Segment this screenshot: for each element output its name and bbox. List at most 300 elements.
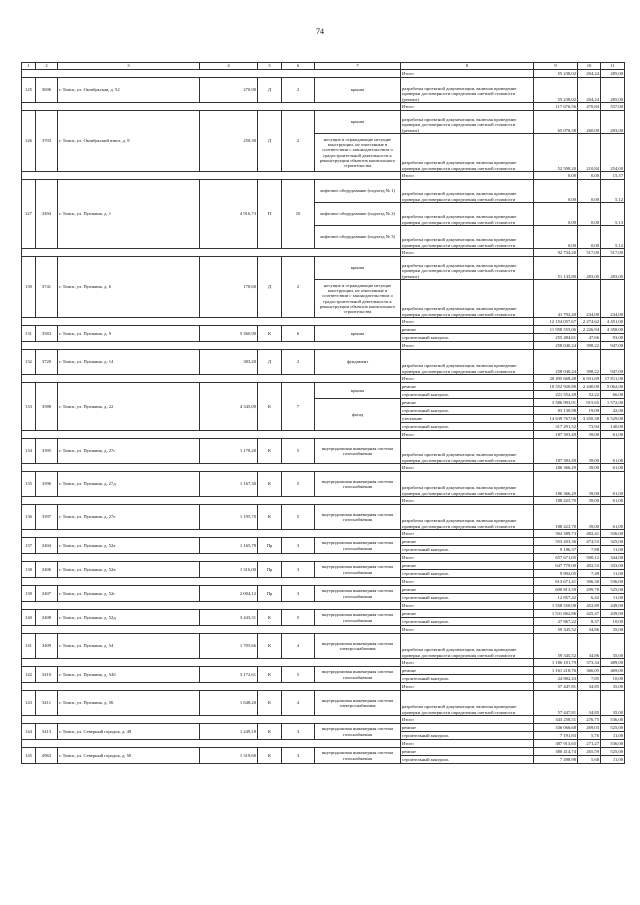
work-description: разработка проектной документации, включая проведение проверки достоверности определения сметной стоимости (ремонт)	[401, 257, 534, 280]
floor-count: 5	[282, 610, 315, 626]
house-code: 3395	[36, 439, 58, 464]
column-number-4: 4	[200, 63, 258, 70]
house-area: 4 916,73	[200, 180, 258, 249]
column-number-6: 6	[282, 63, 315, 70]
house-code: 3588	[36, 383, 58, 431]
work-cost: 258 040,24	[534, 350, 578, 375]
total-row	[22, 249, 625, 257]
unit-cost: 7,85	[578, 675, 601, 683]
empty-cell	[22, 249, 401, 257]
unit-cost: 5,76	[578, 732, 601, 740]
house-area: 5 360,90	[200, 326, 258, 342]
unit-cost: 0,00	[578, 226, 601, 249]
house-area: 1 195,70	[200, 505, 258, 530]
total-max-cost: 61,00	[601, 431, 625, 439]
total-cost: 1 558 550,08	[534, 602, 578, 610]
floor-count: 5	[282, 505, 315, 530]
unit-cost: 2 226,94	[578, 326, 601, 334]
work-description: утепление	[401, 415, 534, 423]
total-row	[22, 375, 625, 383]
house-address: г. Томск, ул. Северный городок, д. 50	[58, 748, 200, 764]
total-unit-cost: 6 931,69	[578, 375, 601, 383]
unit-cost: 398,22	[578, 350, 601, 375]
house-address: г. Томск, ул. Пушкина, д. 1	[58, 180, 200, 249]
house-code: 4963	[36, 748, 58, 764]
work-cost: 55 238,02	[534, 78, 578, 103]
house-area: 1 319,60	[200, 748, 258, 764]
total-max-cost: 4 451,00	[601, 318, 625, 326]
house-address: г. Томск, ул. Пушкина, д. 52г	[58, 586, 200, 602]
table-row	[22, 748, 625, 756]
house-area: 1 165,78	[200, 538, 258, 554]
max-unit-cost: 93,00	[601, 334, 625, 342]
unit-cost: 47,66	[578, 334, 601, 342]
work-cost: 59 345,52	[534, 634, 578, 659]
unit-cost: 492,53	[578, 562, 601, 570]
work-description: ремонт	[401, 724, 534, 732]
house-area: 3 443,31	[200, 610, 258, 626]
floor-count: 3	[282, 586, 315, 602]
empty-cell	[22, 342, 401, 350]
total-cost: 188 423,70	[534, 497, 578, 505]
unit-cost: 474,53	[578, 538, 601, 546]
total-unit-cost: 39,00	[578, 431, 601, 439]
total-row	[22, 554, 625, 562]
work-cost: 10 552 920,80	[534, 383, 578, 391]
row-number: 132	[22, 350, 36, 375]
column-number-5: 5	[258, 63, 282, 70]
work-cost: 0,00	[534, 226, 578, 249]
total-max-cost: 35,00	[601, 683, 625, 691]
total-label: Итого	[401, 431, 534, 439]
house-area: 2 004,12	[200, 586, 258, 602]
total-max-cost: 536,00	[601, 578, 625, 586]
work-description: строительный контроль	[401, 546, 534, 554]
house-area: 250,30	[200, 111, 258, 172]
empty-cell	[22, 172, 401, 180]
total-unit-cost: 204,24	[578, 70, 601, 78]
table-row	[22, 538, 625, 546]
max-unit-cost: 10,00	[601, 675, 625, 683]
max-unit-cost: 35,00	[601, 691, 625, 716]
house-address: г. Томск, ул. Пушкина, д. 9	[58, 326, 200, 342]
work-description: ремонт	[401, 610, 534, 618]
row-number: 145	[22, 748, 36, 764]
floor-count: 4	[282, 691, 315, 716]
table-row	[22, 586, 625, 594]
work-type: внутридомовая инженерная система газоснабжения	[315, 439, 401, 464]
table-row	[22, 667, 625, 675]
max-unit-cost: 6 529,00	[601, 415, 625, 423]
work-cost: 553 203,36	[534, 538, 578, 546]
house-address: г. Томск, ул. Пушкина, д. 54	[58, 634, 200, 659]
floor-count: 5	[282, 472, 315, 497]
house-code: 3413	[36, 724, 58, 740]
work-cost: 7 498,98	[534, 756, 578, 764]
header-row	[22, 63, 625, 70]
work-description: строительный контроль	[401, 732, 534, 740]
house-address: г. Томск, ул. Пушкина, д. 56	[58, 691, 200, 716]
max-unit-cost: 11,00	[601, 732, 625, 740]
table-row	[22, 180, 625, 203]
page-number: 74	[316, 27, 324, 36]
total-row	[22, 70, 625, 78]
total-row	[22, 626, 625, 634]
total-label: Итого	[401, 626, 534, 634]
house-code: 3494	[36, 180, 58, 249]
empty-cell	[22, 554, 401, 562]
total-unit-cost: 373,34	[578, 659, 601, 667]
total-cost: 258 040,24	[534, 342, 578, 350]
max-unit-cost: 61,00	[601, 505, 625, 530]
unit-cost: 915,65	[578, 399, 601, 407]
total-unit-cost: 398,22	[578, 342, 601, 350]
work-cost: 600 813,59	[534, 586, 578, 594]
unit-cost: 3 450,38	[578, 415, 601, 423]
total-max-cost: 35,00	[601, 626, 625, 634]
house-area: 1 648,20	[200, 691, 258, 716]
total-row	[22, 342, 625, 350]
work-description: ремонт	[401, 326, 534, 334]
house-code: 3409	[36, 634, 58, 659]
work-cost: 255 484,61	[534, 334, 578, 342]
total-max-cost: 449,00	[601, 602, 625, 610]
house-address: г. Томск, ул. Пушкина, д. 52а	[58, 538, 200, 554]
floor-count: 3	[282, 538, 315, 554]
house-area: 1 316,00	[200, 562, 258, 578]
unit-cost: 7,88	[578, 546, 601, 554]
wall-material: Пр	[258, 562, 282, 578]
total-label: Итого	[401, 342, 534, 350]
house-code: 3703	[36, 111, 58, 172]
empty-cell	[22, 659, 401, 667]
total-label: Итого	[401, 578, 534, 586]
floor-count: 4	[282, 634, 315, 659]
floor-count: 6	[282, 326, 315, 342]
wall-material: Д	[258, 350, 282, 375]
work-cost: 9 186,37	[534, 546, 578, 554]
unit-cost: 234,00	[578, 280, 601, 318]
total-max-cost: 336,00	[601, 530, 625, 538]
work-description: разработка проектной документации, включая проведение проверки достоверности определения сметной стоимости (ремонт)	[401, 111, 534, 134]
work-cost: 83 130,98	[534, 407, 578, 415]
table-row	[22, 472, 625, 497]
max-unit-cost: 947,00	[601, 350, 625, 375]
table-row	[22, 111, 625, 134]
total-max-cost: 489,00	[601, 659, 625, 667]
house-address: г. Томск, ул. Пушкина, д. 27е	[58, 505, 200, 530]
work-description: строительный контроль	[401, 756, 534, 764]
unit-cost: 34,86	[578, 634, 601, 659]
row-number: 130	[22, 257, 36, 318]
row-number: 126	[22, 111, 36, 172]
unit-cost: 19,09	[578, 407, 601, 415]
work-type: лифтовое оборудование (подъезд № 1)	[315, 180, 401, 203]
total-row	[22, 602, 625, 610]
wall-material: К	[258, 634, 282, 659]
work-cost: 187 393,49	[534, 439, 578, 464]
column-number-2: 2	[36, 63, 58, 70]
total-label: Итого	[401, 497, 534, 505]
total-unit-cost: 482,41	[578, 530, 601, 538]
total-cost: 20 495 668,48	[534, 375, 578, 383]
max-unit-cost: 66,00	[601, 391, 625, 399]
house-code: 3741	[36, 257, 58, 318]
floor-count: 2	[282, 257, 315, 318]
total-row	[22, 431, 625, 439]
empty-cell	[22, 626, 401, 634]
unit-cost: 366,05	[578, 667, 601, 675]
work-description: разработка проектной документации, включая проведение проверки достоверности определения сметной стоимости	[401, 226, 534, 249]
work-description: разработка проектной документации, включая проведение проверки достоверности определения сметной стоимости (ремонт)	[401, 78, 534, 103]
empty-cell	[22, 602, 401, 610]
total-row	[22, 464, 625, 472]
max-unit-cost: 5,12	[601, 226, 625, 249]
row-number: 137	[22, 538, 36, 554]
work-description: разработка проектной документации, включая проведение проверки достоверности определения сметной стоимости	[401, 505, 534, 530]
wall-material: Пр	[258, 538, 282, 554]
empty-cell	[22, 431, 401, 439]
column-number-9: 9	[534, 63, 578, 70]
unit-cost: 210,84	[578, 134, 601, 172]
work-type: внутридомовая инженерная система газоснабжения	[315, 562, 401, 578]
wall-material: К	[258, 610, 282, 626]
row-number: 135	[22, 472, 36, 497]
max-unit-cost: 42,00	[601, 407, 625, 415]
max-unit-cost: 4 358,00	[601, 326, 625, 334]
max-unit-cost: 333,00	[601, 562, 625, 570]
row-number: 144	[22, 724, 36, 740]
row-number: 134	[22, 439, 36, 464]
work-type: внутридомовая инженерная система газоснабжения	[315, 586, 401, 602]
work-description: разработка проектной документации, включая проведение проверки достоверности определения сметной стоимости	[401, 350, 534, 375]
work-cost: 317 291,52	[534, 423, 578, 431]
total-unit-cost: 34,85	[578, 683, 601, 691]
unit-cost: 425,47	[578, 610, 601, 618]
floor-count: 2	[282, 78, 315, 103]
capital-repair-table	[21, 62, 624, 764]
house-area: 270,90	[200, 78, 258, 103]
total-row	[22, 318, 625, 326]
row-number: 133	[22, 383, 36, 431]
max-unit-cost: 234,00	[601, 280, 625, 318]
total-label: Итого	[401, 464, 534, 472]
floor-count: 7	[282, 383, 315, 431]
work-cost: 65 078,38	[534, 111, 578, 134]
floor-count: 3	[282, 562, 315, 578]
max-unit-cost: 140,00	[601, 423, 625, 431]
house-area: 1 178,20	[200, 439, 258, 464]
total-unit-cost: 452,89	[578, 602, 601, 610]
floor-count: 2	[282, 350, 315, 375]
table-row	[22, 610, 625, 618]
max-unit-cost: 439,00	[601, 610, 625, 618]
total-cost: 1 186 101,79	[534, 659, 578, 667]
work-type: лифтовое оборудование (подъезд № 3)	[315, 226, 401, 249]
wall-material: П	[258, 180, 282, 249]
work-type: фундамент	[315, 350, 401, 375]
total-unit-cost: 276,75	[578, 716, 601, 724]
work-cost: 3 586 993,91	[534, 399, 578, 407]
wall-material: Д	[258, 257, 282, 318]
house-address: г. Томск, ул. Пушкина, д. 27д	[58, 472, 200, 497]
table-row	[22, 439, 625, 464]
total-cost: 57 447,81	[534, 683, 578, 691]
total-row	[22, 172, 625, 180]
total-label: Итого	[401, 740, 534, 748]
max-unit-cost: 11,00	[601, 570, 625, 578]
total-unit-cost: 500,12	[578, 554, 601, 562]
empty-cell	[22, 70, 401, 78]
work-type: крыша	[315, 326, 401, 342]
total-cost: 92 734,20	[534, 249, 578, 257]
work-type: крыша	[315, 257, 401, 280]
total-label: Итого	[401, 716, 534, 724]
total-unit-cost: 2 274,62	[578, 318, 601, 326]
wall-material: К	[258, 439, 282, 464]
work-cost: 51 143,80	[534, 257, 578, 280]
house-area: 4 345,00	[200, 383, 258, 431]
empty-cell	[22, 530, 401, 538]
max-unit-cost: 285,00	[601, 78, 625, 103]
work-cost: 0,00	[534, 180, 578, 203]
empty-cell	[22, 464, 401, 472]
total-max-cost: 536,00	[601, 716, 625, 724]
work-type: внутридомовая инженерная система газоснабжения	[315, 505, 401, 530]
house-area: 178,60	[200, 257, 258, 318]
house-code: 3396	[36, 472, 58, 497]
column-number-11: 11	[601, 63, 625, 70]
work-cost: 380 414,74	[534, 748, 578, 756]
wall-material: К	[258, 505, 282, 530]
row-number: 141	[22, 634, 36, 659]
total-unit-cost: 39,00	[578, 464, 601, 472]
work-type: внутридомовая инженерная система электроснабжения	[315, 634, 401, 659]
empty-cell	[22, 375, 401, 383]
unit-cost: 0,00	[578, 203, 601, 226]
column-number-8: 8	[401, 63, 534, 70]
house-code: 3404	[36, 538, 58, 554]
work-type: внутридомовая инженерная система газоснабжения	[315, 724, 401, 740]
total-label: Итого	[401, 70, 534, 78]
house-area: 1 249,18	[200, 724, 258, 740]
work-cost: 11 958 555,06	[534, 326, 578, 334]
work-cost: 0,00	[534, 203, 578, 226]
unit-cost: 260,00	[578, 111, 601, 134]
work-description: ремонт	[401, 586, 534, 594]
house-address: г. Томск, ул. Пушкина, д. 22	[58, 383, 200, 431]
floor-count: 2	[282, 111, 315, 172]
total-cost: 117 676,56	[534, 103, 578, 111]
work-cost: 57 447,81	[534, 691, 578, 716]
total-label: Итого	[401, 375, 534, 383]
house-area: 383,20	[200, 350, 258, 375]
empty-cell	[22, 318, 401, 326]
unit-cost: 39,00	[578, 439, 601, 464]
unit-cost: 204,24	[578, 78, 601, 103]
wall-material: Д	[258, 78, 282, 103]
empty-cell	[22, 103, 401, 111]
work-type: внутридомовая инженерная система газоснабжения	[315, 472, 401, 497]
total-max-cost: 344,00	[601, 554, 625, 562]
total-unit-cost: 271,27	[578, 740, 601, 748]
house-address: г. Томск, ул. Пушкина, д. 52д	[58, 610, 200, 626]
wall-material: К	[258, 383, 282, 431]
unit-cost: 34,85	[578, 691, 601, 716]
total-unit-cost: 34,86	[578, 626, 601, 634]
house-address: г. Томск, ул. Пушкина, д. 6	[58, 257, 200, 318]
total-row	[22, 530, 625, 538]
total-label: Итого	[401, 659, 534, 667]
work-description: строительный контроль	[401, 570, 534, 578]
house-code: 3583	[36, 326, 58, 342]
work-type: внутридомовая инженерная система газоснабжения	[315, 748, 401, 764]
total-max-cost: 517,00	[601, 249, 625, 257]
house-address: г. Томск, ул. Октябрьская, д. 52	[58, 78, 200, 103]
total-row	[22, 103, 625, 111]
total-label: Итого	[401, 103, 534, 111]
max-unit-cost: 254,00	[601, 134, 625, 172]
total-label: Итого	[401, 683, 534, 691]
house-area: 1 167,30	[200, 472, 258, 497]
house-address: г. Томск, ул. Октябрьский взвоз, д. 8	[58, 111, 200, 172]
total-cost: 613 671,41	[534, 578, 578, 586]
max-unit-cost: 525,00	[601, 586, 625, 594]
max-unit-cost: 525,00	[601, 724, 625, 732]
work-cost: 1 161 218,76	[534, 667, 578, 675]
row-number: 140	[22, 610, 36, 626]
row-number: 127	[22, 180, 36, 249]
floor-count: 3	[282, 724, 315, 740]
total-max-cost: 537,00	[601, 103, 625, 111]
house-code: 3407	[36, 586, 58, 602]
work-type: фасад	[315, 399, 401, 431]
total-max-cost: 61,00	[601, 497, 625, 505]
unit-cost: 299,78	[578, 586, 601, 594]
work-description: строительный контроль	[401, 334, 534, 342]
total-cost: 387 913,65	[534, 740, 578, 748]
work-type: крыша	[315, 78, 401, 103]
table-row	[22, 350, 625, 375]
work-cost: 1 531 862,86	[534, 610, 578, 618]
table-row	[22, 257, 625, 280]
house-address: г. Томск, ул. Пушкина, д. 14	[58, 350, 200, 375]
total-max-cost: 285,00	[601, 70, 625, 78]
total-row	[22, 740, 625, 748]
max-unit-cost: 11,00	[601, 546, 625, 554]
work-cost: 9 892,05	[534, 570, 578, 578]
house-code: 3408	[36, 610, 58, 626]
work-description: ремонт	[401, 562, 534, 570]
empty-cell	[22, 683, 401, 691]
total-unit-cost: 517,00	[578, 249, 601, 257]
table-row	[22, 383, 625, 391]
unit-cost: 39,00	[578, 505, 601, 530]
total-unit-cost: 0,00	[578, 172, 601, 180]
total-unit-cost: 39,00	[578, 497, 601, 505]
work-description: разработка проектной документации, включая проведение проверки достоверности определения сметной стоимости	[401, 180, 534, 203]
work-description: разработка проектной документации, включая проведение проверки достоверности определения сметной стоимости	[401, 472, 534, 497]
work-type: крыша	[315, 383, 401, 399]
house-address: г. Томск, ул. Пушкина, д. 27г	[58, 439, 200, 464]
work-description: ремонт	[401, 538, 534, 546]
house-code: 3406	[36, 562, 58, 578]
total-row	[22, 659, 625, 667]
work-description: разработка проектной документации, включая проведение проверки достоверности определения сметной стоимости	[401, 634, 534, 659]
total-label: Итого	[401, 554, 534, 562]
max-unit-cost: 35,00	[601, 634, 625, 659]
work-type: внутридомовая инженерная система газоснабжения	[315, 538, 401, 554]
